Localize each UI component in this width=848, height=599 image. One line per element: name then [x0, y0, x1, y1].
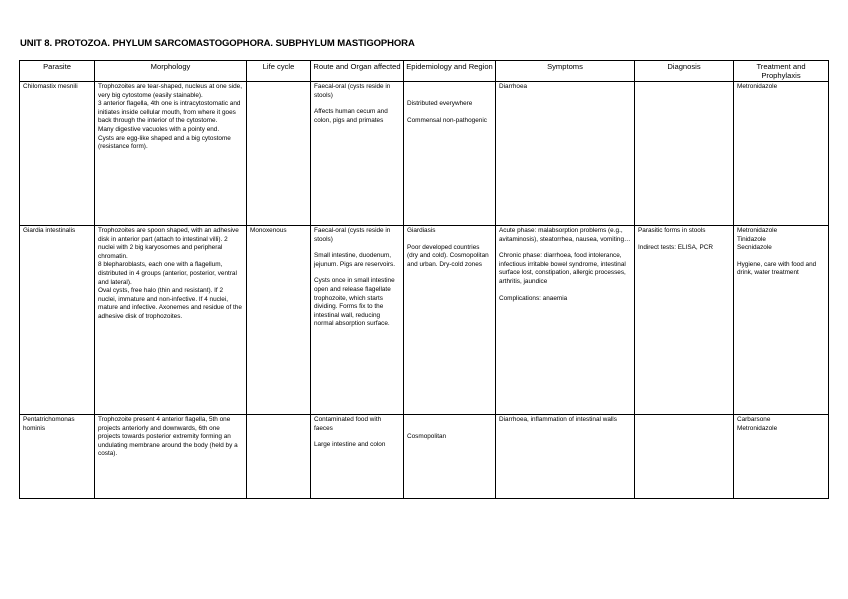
route-text: Large intestine and colon [314, 441, 386, 449]
epidemiology-text: Poor developed countries (dry and cold). Cosmopolitan and urban. Dry-cold zones [407, 243, 489, 268]
header-epidemiology: Epidemiology and Region [404, 61, 496, 82]
cell-morphology [95, 415, 247, 499]
route-text: Faecal-oral (cysts reside in stools) [314, 227, 391, 243]
route-text: Small intestine, duodenum, jejunum. Pigs are reservoirs. [314, 252, 395, 268]
morphology-text: Oval cysts, free halo (thin and resistant). If 2 nuclei, immature and non-infective. If 4 nuclei, mature and infective. Axonemes and residue of the adhesive disk of trophozoites. [98, 287, 242, 320]
cell-treatment [734, 226, 829, 415]
header-parasite: Parasite [20, 61, 95, 82]
symptoms-text: Chronic phase: diarrhoea, food intolerance, infectious irritable bowel syndrome, intestinal surface lost, constipation, allergic processes, arthritis, jaundice [499, 252, 626, 285]
diagnosis-text: Indirect tests: ELISA, PCR [638, 243, 713, 251]
parasite-name: Pentatrichomonas hominis [23, 416, 75, 432]
document-title: UNIT 8. PROTOZOA. PHYLUM SARCOMASTOGOPHORA. SUBPHYLUM MASTIGOPHORA [20, 38, 415, 49]
morphology-text: 3 anterior flagella, 4th one is intracytostomatic and initiates inside cellular mouth, from where it goes back through the interior of the cytostome. [98, 100, 241, 125]
parasite-name: Chilomastix mesnili [23, 83, 78, 90]
cell-life-cycle [247, 415, 311, 499]
header-morphology: Morphology [95, 61, 247, 82]
epidemiology-text: Distributed everywhere [407, 100, 473, 107]
route-text: Affects human cecum and colon, pigs and primates [314, 108, 388, 124]
epidemiology-text: Giardiasis [407, 227, 436, 234]
treatment-text: Carbarsone Metronidazole [737, 416, 778, 432]
cell-treatment [734, 415, 829, 499]
header-route: Route and Organ affected [311, 61, 404, 82]
cell-diagnosis [635, 415, 734, 499]
cell-route [311, 226, 404, 415]
symptoms-text: Diarrhoea, inflammation of intestinal walls [499, 416, 617, 423]
treatment-text: Hygiene, care with food and drink, water treatment [737, 260, 817, 277]
morphology-text: Many digestive vacuoles with a pointy end. [98, 125, 220, 133]
header-diagnosis: Diagnosis [635, 61, 734, 82]
morphology-text: Trophozoite present 4 anterior flagella, 5th one projects anteriorly and downwards, 6th one projects towards posterior extremity forming an undulating membrane around the body (held by a costa). [98, 416, 238, 458]
morphology-text: Trophozoites are spoon shaped, with an adhesive disk in anterior part (attach to intestinal villi). 2 nuclei with 2 big karyosomes and peripheral chromatin. [98, 227, 239, 260]
cell-diagnosis [635, 226, 734, 415]
parasite-name: Giardia intestinalis [23, 227, 76, 234]
table-row [20, 415, 829, 499]
route-text: Contaminated food with faeces [314, 416, 382, 432]
header-row [20, 61, 829, 82]
table-row [20, 82, 829, 226]
cell-route [311, 415, 404, 499]
symptoms-text: Diarrhoea [499, 83, 528, 90]
cell-treatment [734, 82, 829, 226]
morphology-text: Trophozoites are tear-shaped, nucleus at one side, very big cytostome (easily stainable). [98, 83, 242, 99]
cell-epidemiology [404, 82, 496, 226]
header-symptoms: Symptoms [496, 61, 635, 82]
cell-life-cycle [247, 226, 311, 415]
route-text: Cysts once in small intestine open and release flagellate trophozoite, which starts dividing. Forms fix to the intestinal wall, reducing normal absorption surface. [314, 277, 395, 328]
cell-epidemiology [404, 226, 496, 415]
table-row [20, 226, 829, 415]
cell-diagnosis [635, 82, 734, 226]
morphology-text: 8 blepharoblasts, each one with a flagellum, distributed in 4 groups (anterior, posterior, ventral and lateral). [98, 261, 237, 286]
cell-symptoms [496, 82, 635, 226]
header-life-cycle: Life cycle [247, 61, 311, 82]
cell-life-cycle [247, 82, 311, 226]
epidemiology-text: Commensal non-pathogenic [407, 116, 487, 124]
morphology-text: Cysts are egg-like shaped and a big cytostome (resistance form). [98, 134, 231, 151]
diagnosis-text: Parasitic forms in stools [638, 227, 706, 234]
cell-morphology [95, 226, 247, 415]
route-text: Faecal-oral (cysts reside in stools) [314, 83, 391, 99]
cell-epidemiology [404, 415, 496, 499]
header-treatment: Treatment and Prophylaxis [734, 61, 829, 82]
cell-parasite [20, 82, 95, 226]
cell-symptoms [496, 415, 635, 499]
cell-parasite [20, 415, 95, 499]
treatment-text: Metronidazole Tinidazole Secnidazole [737, 227, 778, 252]
treatment-text: Metronidazole [737, 83, 778, 90]
cell-parasite [20, 226, 95, 415]
cell-route [311, 82, 404, 226]
parasite-table [19, 60, 829, 499]
life-cycle-text: Monoxenous [250, 227, 287, 234]
cell-morphology [95, 82, 247, 226]
symptoms-text: Complications: anaemia [499, 294, 568, 302]
epidemiology-text: Cosmopolitan [407, 433, 447, 440]
symptoms-text: Acute phase: malabsorption problems (e.g., avitaminosis), steatorrhea, nausea, vomiting… [499, 227, 631, 243]
cell-symptoms [496, 226, 635, 415]
